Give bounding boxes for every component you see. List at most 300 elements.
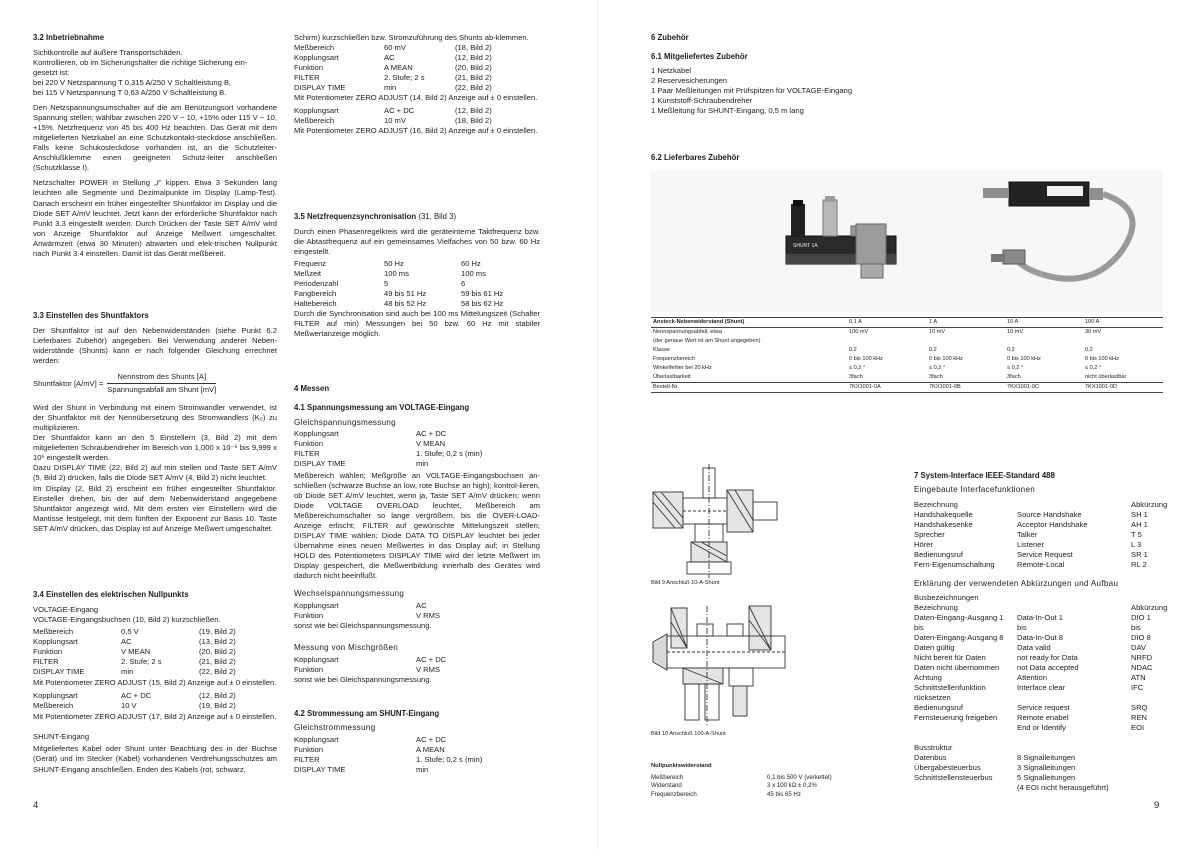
function-abbr: T 5 (1131, 530, 1142, 539)
bus-lines: (4 EOI nicht herausgeführt) (1017, 783, 1109, 793)
setting-value: min (416, 459, 429, 469)
bus-en: Data-In-Out 1 (1017, 612, 1064, 622)
bus-en: Data valid (1017, 642, 1051, 652)
section-title: 4 Messen (294, 384, 330, 393)
text-line: bei 220 V Netzspannung T 0,315 A/250 V Schaltleistung B, (33, 78, 232, 88)
setting-value: V MEAN (121, 647, 151, 657)
function-abbr: SR 1 (1131, 550, 1148, 560)
bus-de: rücksetzen (914, 692, 951, 702)
sync-value-50: 100 ms (384, 269, 409, 279)
setting-label: Funktion (294, 63, 324, 73)
section-title: 3.2 Inbetriebnahme (33, 33, 105, 42)
bus-de: Daten-Eingang-Ausgang 1 (914, 612, 1004, 622)
paragraph: Der Shuntfaktor ist auf den Nebenwiderständen (siehe Punkt 6.2 Lieferbares Zubehör) angegeben. Bei Verwendung anderer Neben-widerstände (Shunts) kann er nach folgender Gleichung errechnet werden: (33, 326, 277, 366)
table-cell: 7KX1001-0D (1083, 382, 1163, 392)
function-en: Remote-Local (1017, 560, 1065, 570)
list-item: 1 Kunststoff-Schraubendreher (651, 95, 753, 105)
column-header (1017, 500, 1131, 510)
measurement-settings (294, 601, 540, 621)
sync-value-50: 49 bis 51 Hz (384, 289, 427, 299)
setting-label: DISPLAY TIME (294, 83, 346, 93)
setting-label: Funktion (294, 611, 324, 621)
table-cell: ≤ 0,2 ° (1085, 364, 1102, 371)
function-de: Sprecher (914, 530, 945, 539)
section-title-text: 3.5 Netzfrequenzsynchronisation (294, 212, 417, 221)
table-cell: 100 A (1083, 318, 1163, 328)
setting-label: Kopplungsart (294, 53, 339, 63)
left-column (33, 0, 277, 849)
setting-label: Funktion (294, 439, 324, 449)
text-line: VOLTAGE-Eingangsbuchsen (10, Bild 2) kurzschließen. (33, 615, 221, 625)
subheading: SHUNT-Eingang (33, 732, 90, 742)
table-cell: nicht überlastbar (1083, 373, 1163, 382)
function-en: Source Handshake (1017, 509, 1082, 519)
table-row (651, 337, 1163, 346)
setting-label: Meßbereich (294, 43, 335, 53)
bus-abbr: DIO 1 (1131, 612, 1151, 622)
sync-label: Frequenz (294, 259, 327, 269)
setting-label: FILTER (294, 754, 320, 764)
bus-en (1017, 693, 1131, 703)
sync-label: Fangbereich (294, 289, 337, 299)
bus-lines: 8 Signalleitungen (1017, 752, 1076, 762)
page-number: 9 (1154, 800, 1160, 811)
paragraph: Mit Potentiometer ZERO ADJUST (15, Bild 2) Anzeige auf ± 0 einstellen. (33, 678, 277, 688)
setting-value: AC (121, 637, 132, 647)
table-cell: 0,2 (929, 346, 937, 353)
bus-type: Datenbus (914, 752, 947, 762)
setting-label: Funktion (294, 664, 324, 674)
middle-column (294, 0, 540, 849)
page-number: 4 (33, 800, 39, 811)
function-abbr: SH 1 (1131, 509, 1148, 519)
formula-fraction (107, 372, 216, 395)
setting-value: AC + DC (384, 106, 415, 116)
table-row (651, 318, 1163, 328)
setting-ref: (12, Bild 2) (455, 106, 492, 116)
bus-de (914, 723, 1017, 733)
spec-label: Widerstand (651, 782, 682, 790)
setting-label: FILTER (294, 73, 320, 83)
measurement-settings (294, 429, 540, 469)
paragraph: Mit Potentiometer ZERO ADJUST (16, Bild 2) Anzeige auf ± 0 einstellen. (294, 126, 538, 136)
table-cell: ≤ 0,2 ° (849, 364, 866, 371)
paragraph: Den Netzspannungsumschalter auf die am Benützungsort vorhandene Spannung stellen; wählbar zwischen 220 V − 10, +15% oder 115 V − 10, +15%. Netzfrequenz von 45 bis 400 Hz beachten. Das Gerät mit dem mitgelieferten Netzkabel an eine Schutzkontakt-steckdose anschließen. Falls keine Schukosteckdose vorhanden ist, an die Schutzleiter-Anschlußklemme einen geeigneten Schutz-leiter anschließen (Schutzklasse I). (33, 103, 277, 173)
table-row (651, 327, 1163, 336)
table-cell: Nennspannungsabfall, etwa (651, 327, 847, 336)
list-item: 1 Netzkabel (651, 65, 692, 75)
section-6 (651, 33, 1163, 116)
sync-value-60: 59 bis 61 Hz (461, 289, 504, 299)
spec-value: 3 x 100 kΩ ± 0,2% (767, 782, 817, 790)
text-line: gesetzt ist: (33, 68, 70, 78)
measurement-heading: Gleichstrommessung (294, 723, 376, 733)
intro-lines (33, 48, 277, 98)
paragraph: Dazu DISPLAY TIME (22, Bild 2) auf min stellen und Taste SET A/mV (5, Bild 2) drücken, falls die Diode SET A/mV (4, Bild 2) nicht leuchtet. (33, 463, 277, 483)
table-cell: 3fach (1005, 373, 1083, 382)
table-cell: Winkelfehler bei 20 kHz (653, 364, 712, 371)
table-cell: 3fach (927, 373, 1005, 382)
function-de: Hörer (914, 540, 933, 550)
shunt-label: SHUNT 1A (793, 243, 818, 249)
setting-label: DISPLAY TIME (294, 459, 346, 469)
setting-value: AC + DC (121, 691, 152, 701)
setting-value: AC + DC (416, 429, 447, 439)
setting-label: FILTER (33, 657, 59, 667)
bus-abbr: IFC (1131, 682, 1144, 692)
zero-resistor-title: Nullpunktswiderstand (651, 763, 712, 769)
setting-ref: (21, Bild 2) (455, 73, 492, 83)
bus-en: Remote enabel (1017, 712, 1069, 722)
figure-10-drawing (651, 604, 799, 728)
sync-value-60: 6 (461, 279, 466, 289)
table-cell: Klasse (653, 346, 670, 353)
paragraph: Der Shuntfaktor kann an den 5 Einstellern (3, Bild 2) mit dem mitgelieferten Schraubendreher im Bereich von 1,000 x 10⁻⁶ bis 9,999 x 10⁶ eingestellt werden. (33, 433, 277, 463)
setting-ref: (21, Bild 2) (199, 657, 236, 667)
bus-subheading: Busbezeichnungen (914, 592, 979, 602)
setting-value: AC (416, 601, 427, 611)
setting-value: min (121, 667, 134, 677)
setting-value: 60 mV (384, 43, 406, 53)
function-de: Handshakequelle (914, 509, 973, 519)
setting-value: V MEAN (416, 439, 446, 449)
setting-label: Meßbereich (294, 116, 335, 126)
function-abbr: L 3 (1131, 540, 1142, 550)
bus-abbr: DIO 8 (1131, 632, 1151, 642)
zero-resistor-block (651, 763, 832, 799)
bus-names-table (914, 602, 1168, 733)
sync-label: Periodenzahl (294, 279, 339, 289)
table-cell (847, 337, 927, 346)
function-de: Handshakesenke (914, 519, 973, 529)
paragraph: Mit Potentiometer ZERO ADJUST (14, Bild 2) Anzeige auf ± 0 einstellen. (294, 93, 538, 103)
function-en: Service Request (1017, 550, 1073, 560)
subheading: VOLTAGE-Eingang (33, 605, 99, 615)
formula-numerator: Nennstrom des Shunts [A] (107, 372, 216, 384)
setting-value: AC (384, 53, 395, 63)
subsection-title: 4.1 Spannungsmessung am VOLTAGE-Eingang (294, 403, 470, 413)
setting-label: DISPLAY TIME (33, 667, 85, 677)
bus-de: Daten nicht übernommen (914, 662, 1000, 672)
table-cell: 0,1 A (847, 318, 927, 328)
measurement-settings (294, 655, 540, 675)
column-header: Abkürzung (1131, 602, 1168, 612)
setting-value: 2. Stufe; 2 s (384, 73, 425, 83)
table-cell: Bestell-Nr. (651, 382, 847, 392)
measurement-settings (294, 735, 540, 775)
bus-de: Nicht bereit für Daten (914, 652, 986, 662)
subheading: Erklärung der verwendeten Abkürzungen und Aufbau (914, 579, 1119, 589)
table-cell: Überlastbarkeit (651, 373, 847, 382)
cell-text: Ansteck-Nebenwiderstand (Shunt) (653, 319, 745, 325)
sync-value-50: 5 (384, 279, 389, 289)
paragraph: Durch die Synchronisation sind auch bei 100 ms Mittelungszeit (Schalter FILTER auf min) Messungen bei 50 bzw. 60 Hz mit stabiler Meßwertanzeige möglich. (294, 309, 540, 339)
shunt-photo (651, 170, 1163, 312)
sync-value-50: 48 bis 52 Hz (384, 299, 427, 309)
bus-en: End or Identify (1017, 722, 1066, 732)
section-title (294, 212, 540, 222)
table-cell: 1 A (927, 318, 1005, 328)
setting-label: Kopplungsart (33, 637, 78, 647)
setting-value: A MEAN (416, 744, 445, 754)
sync-label: Haltebereich (294, 299, 337, 309)
shunt-photo-illustration (651, 170, 1163, 312)
bus-abbr: DAV (1131, 642, 1147, 652)
figure-10-caption: Bild 10 Anschluß 100-A-Shunt (651, 731, 726, 737)
column-header (1017, 603, 1131, 613)
section-title: 3.3 Einstellen des Shuntfaktors (33, 311, 149, 320)
setting-value: AC + DC (416, 654, 447, 664)
table-cell: 7KX1001-0C (1005, 382, 1083, 392)
setting-label: DISPLAY TIME (294, 764, 346, 774)
table-cell: 0 bis 100 kHz (1085, 355, 1119, 362)
bus-abbr: REN (1131, 712, 1148, 722)
measurement-heading: Gleichspannungsmessung (294, 417, 396, 427)
setting-label: Meßbereich (33, 701, 74, 711)
function-en: Listener (1017, 540, 1045, 550)
table-cell (927, 337, 1005, 346)
setting-value: 0,5 V (121, 627, 139, 637)
bus-abbr: NDAC (1131, 662, 1153, 672)
column-header: Abkürzung (1131, 499, 1168, 509)
setting-ref: (22, Bild 2) (455, 83, 492, 93)
note: sonst wie bei Gleichspannungsmessung. (294, 621, 432, 631)
setting-value: min (384, 83, 397, 93)
table-cell: 7KX1001-0A (847, 382, 927, 392)
figure-9-drawing (651, 462, 799, 580)
setting-label: Funktion (33, 647, 63, 657)
table-cell: (der genaue Wert ist am Shunt angegeben) (653, 337, 761, 344)
function-en: Talker (1017, 530, 1038, 539)
setting-label: Kopplungsart (294, 429, 339, 439)
setting-ref: (18, Bild 2) (455, 116, 492, 126)
table-cell (1005, 337, 1083, 346)
subsection-title: 6.1 Mitgeliefertes Zubehör (651, 52, 748, 62)
function-en: Acceptor Handshake (1017, 519, 1088, 529)
paragraph: Schirm) kurzschließen bzw. Stromzuführung des Shunts ab-klemmen. (294, 33, 529, 42)
bus-en: bis (1017, 622, 1027, 632)
spec-value: 0,1 bis 500 V (verkettet) (767, 773, 832, 781)
bus-en: Data-In-Out 8 (1017, 632, 1064, 642)
text-line: bei 115 V Netzspannung T 0,63 A/250 V Schaltleistung B. (33, 88, 227, 98)
section-3-3 (33, 311, 277, 534)
table-cell: 0,2 (849, 346, 857, 353)
sync-value-50: 50 Hz (384, 259, 404, 269)
bus-type: Übergabesteuerbus (914, 762, 981, 772)
setting-value: min (416, 764, 429, 774)
accessory-list (651, 66, 1163, 116)
spec-label: Frequenzbereich (651, 790, 697, 798)
table-cell (651, 318, 847, 328)
page-fold (597, 0, 598, 849)
setting-ref: (12, Bild 2) (199, 691, 236, 701)
bus-en: Service request (1017, 702, 1070, 712)
section-3-5 (294, 212, 540, 339)
section-title: 3.4 Einstellen des elektrischen Nullpunkts (33, 590, 189, 599)
bus-de: Achtung (914, 672, 942, 682)
setting-value: 1. Stufe; 0,2 s (min) (416, 754, 483, 764)
bus-en: not Data accepted (1017, 662, 1079, 672)
list-item: 1 Paar Meßleitungen mit Prüfspitzen für VOLTAGE-Eingang (651, 85, 853, 95)
setting-label: Funktion (294, 744, 324, 754)
bus-abbr (1131, 693, 1167, 703)
figure-9-caption: Bild 9 Anschluß 10-A-Shunt (651, 580, 720, 586)
table-cell: ≤ 0,2 ° (1007, 364, 1024, 371)
paragraph: Mitgeliefertes Kabel oder Shunt unter Beachtung des in der Buchse (Gerät) und im Stecker (Kabel) vorhandenen Verdrehungsschutzes am SHUNT-Eingang anschließen. Enden des Kabels (rot, schwarz, (33, 744, 277, 774)
function-abbr: RL 2 (1131, 560, 1147, 570)
interface-functions-table (914, 499, 1168, 570)
setting-label: Meßbereich (33, 627, 74, 637)
formula-lhs: Shuntfaktor [A/mV] = (33, 378, 104, 388)
settings-table (33, 627, 277, 677)
section-title-ref: (31, Bild 3) (416, 212, 457, 221)
setting-value: AC + DC (416, 734, 447, 744)
table-cell: 3fach (847, 373, 927, 382)
table-cell: 30 mV (1083, 327, 1163, 336)
text-line: Sichtkontrolle auf äußere Transportschäden. (33, 48, 183, 58)
accessory-table (651, 317, 1163, 393)
bus-de: Schnittstellenfunktion (914, 682, 986, 692)
section-7 (914, 471, 1168, 793)
bus-en: not ready for Data (1017, 652, 1078, 662)
table-cell: 10 mV (1005, 327, 1083, 336)
section-4 (294, 384, 540, 775)
subsection-title: 6.2 Lieferbares Zubehör (651, 153, 740, 162)
column-header: Bezeichnung (914, 602, 958, 612)
sync-label: Meßzeit (294, 269, 322, 279)
setting-label: Kopplungsart (294, 734, 339, 744)
sync-value-60: 100 ms (461, 269, 486, 279)
settings-table (294, 106, 540, 126)
accessory-specs-table (651, 317, 1163, 393)
shunt-zero-continued (294, 33, 540, 136)
column-header: Bezeichnung (914, 499, 958, 509)
table-cell: 100 mV (847, 327, 927, 336)
right-page (651, 0, 1168, 849)
subsection-title: 4.2 Strommessung am SHUNT-Eingang (294, 708, 440, 718)
table-row (651, 346, 1163, 355)
paragraph: Wird der Shunt in Verbindung mit einem Stromwandler verwendet, ist der Shuntfaktor mit der Nennübersetzung des Stromwandlers (K₀) zu multiplizieren. (33, 403, 277, 433)
list-item: 2 Reservesicherungen (651, 75, 727, 85)
subheading: Eingebaute Interfacefunktionen (914, 485, 1036, 495)
function-abbr: AH 1 (1131, 519, 1148, 529)
table-cell (1083, 337, 1163, 346)
bus-de: Daten gültig (914, 642, 955, 652)
table-cell: 10 mV (927, 327, 1005, 336)
setting-ref: (19, Bild 2) (199, 627, 236, 637)
table-cell: 0 bis 100 kHz (1007, 355, 1041, 362)
setting-ref: (22, Bild 2) (199, 667, 236, 677)
table-cell: 7KX1001-0B (927, 382, 1005, 392)
sync-table (294, 259, 540, 309)
bus-structure-title: Busstruktur (914, 742, 953, 752)
bus-lines: 5 Signalleitungen (1017, 773, 1076, 782)
setting-value: 10 V (121, 701, 137, 711)
setting-ref: (13, Bild 2) (199, 637, 236, 647)
setting-value: V RMS (416, 664, 441, 674)
note: sonst wie bei Gleichspannungsmessung. (294, 674, 432, 684)
bus-abbr: ATN (1131, 672, 1146, 682)
table-cell: 0,2 (1007, 346, 1015, 353)
bus-en: Interface clear (1017, 682, 1066, 692)
table-cell: Frequenzbereich (653, 355, 695, 362)
setting-ref: (19, Bild 2) (199, 701, 236, 711)
section-6-2-title (651, 153, 1163, 168)
bus-abbr: SRQ (1131, 702, 1148, 712)
bus-abbr: EOI (1131, 722, 1145, 732)
zero-resistor-table (651, 773, 832, 800)
settings-table (294, 43, 540, 93)
section-title: 6 Zubehör (651, 33, 689, 42)
setting-value: 1. Stufe; 0,2 s (min) (416, 449, 483, 459)
bus-de: Daten-Eingang-Ausgang 8 (914, 632, 1004, 642)
setting-value: 2. Stufe; 2 s (121, 657, 162, 667)
settings-table (33, 691, 277, 711)
paragraph: Netzschalter POWER in Stellung „I" kippen. Etwa 3 Sekunden lang leuchten alle Segmente und Dezimalpunkte im Display (Lamp-Test). Danach erscheint ein früher eingestellter Shuntfaktor im Display und die Diode SET A/mV leuchtet. Jetzt kann der erforderliche Shuntfaktor nach Punkt 3.3 eingestellt werden. Durch Drücken der Taste SET A/mV wird von Anzeige Shuntfaktor auf Anzeige Meßwert umgeschaltet. Anwärmzeit (etwa 30 Minuten) abwarten und elek-trischen Nullpunkt nach Punkt 3.4 einstellen. Damit ist das Gerät meßbereit. (33, 178, 277, 258)
setting-label: Kopplungsart (294, 654, 339, 664)
setting-ref: (12, Bild 2) (455, 53, 492, 63)
table-row (651, 382, 1163, 392)
paragraph: Durch einen Phasenregelkreis wird die geräteinterne Taktfrequenz bzw. die Abtastfrequenz auf ein gemeinsames Vielfaches von 50 bzw. 60 Hz eingestellt. (294, 227, 540, 257)
table-row (651, 364, 1163, 373)
bus-de: Bedienungsruf (914, 702, 963, 712)
bus-abbr: bis (1131, 622, 1141, 632)
table-cell: 0 bis 100 kHz (849, 355, 883, 362)
bus-type: Schnittstellensteuerbus (914, 773, 993, 782)
paragraph: Meßbereich wählen; Meßgröße an VOLTAGE-Eingangsbuchsen an-schließen (schwarze Buchse an low, rote Buchse an high); kontrol-lieren, ob Diode SET A/mV leuchtet, wenn ja, Taste SET A/mV drücken; wenn Diode VOLTAGE OVERLOAD leuchtet, Meßbereich am Meßbereichumschalter so lange vergrößern, bis die OVER-LOAD-Anzeige erlischt; FILTER auf gewünschte Mittelungszeit stellen; DISPLAY TIME wählen; Diode DATA TO DISPLAY leuchtet bei jeder Übernahme eines neuen Meßwertes in das Display auf; in Stellung HOLD des Potentiometers DISPLAY TIME wird der letzte Meßwert im Display gespeichert, die Meßwertbildung innerhalb des Gerätes wird dadurch nicht beeinflußt. (294, 471, 540, 581)
setting-label: Kopplungsart (294, 601, 339, 611)
sync-value-60: 58 bis 62 Hz (461, 299, 504, 309)
bus-de: bis (914, 622, 924, 632)
setting-ref: (20, Bild 2) (455, 63, 492, 73)
setting-value: V RMS (416, 611, 441, 621)
table-cell: ≤ 0,2 ° (929, 364, 946, 371)
table-cell: 0,2 (1085, 346, 1093, 353)
paragraph: Mit Potentiometer ZERO ADJUST (17, Bild 2) Anzeige auf ± 0 einstellen. (33, 712, 277, 722)
bus-abbr: NRFD (1131, 652, 1153, 662)
setting-value: A MEAN (384, 63, 413, 73)
section-title: 7 System-Interface IEEE-Standard 488 (914, 471, 1055, 480)
function-de: Bedienungsruf (914, 550, 963, 560)
measurement-heading: Wechselspannungsmessung (294, 589, 405, 599)
spec-value: 45 bis 65 Hz (767, 790, 801, 798)
table-cell: 0 bis 100 kHz (929, 355, 963, 362)
setting-label: FILTER (294, 449, 320, 459)
bus-structure-table (914, 753, 1163, 793)
paragraph: Im Display (2, Bild 2) erscheint ein früher eingestellter Shuntfaktor. Einsteller drehen, bis der auf dem Nebenwiderstand angegebene Shuntfaktor angezeigt wird. Mit dem ersten vier Einstellern wird die Mantisse festgelegt, mit dem fünften der Exponent zur Basis 10. Taste SET A/mV drücken, das Display ist auf Anzeige Meßwert umgeschaltet. (33, 483, 277, 533)
formula-denominator: Spannungsabfall am Shunt [mV] (107, 385, 217, 395)
section-3-4 (33, 590, 277, 775)
shunt-formula (33, 372, 277, 395)
bus-de: Fernsteuerung freigeben (914, 712, 998, 722)
list-item: 1 Meßleitung für SHUNT-Eingang, 0,5 m lang (651, 105, 804, 115)
spec-label: Meßbereich (651, 773, 684, 781)
function-de: Fern-Eigenumschaltung (914, 560, 995, 570)
setting-label: Kopplungsart (33, 691, 78, 701)
bus-type (914, 783, 1017, 793)
setting-value: 10 mV (384, 116, 406, 126)
setting-ref: (18, Bild 2) (455, 43, 492, 53)
table-cell: 10 A (1005, 318, 1083, 328)
setting-label: Kopplungsart (294, 106, 339, 116)
sync-value-60: 60 Hz (461, 259, 481, 269)
bus-en: Attention (1017, 672, 1047, 682)
setting-ref: (20, Bild 2) (199, 647, 236, 657)
section-3-2 (33, 33, 277, 259)
measurement-heading: Messung von Mischgrößen (294, 643, 399, 653)
bus-lines: 3 Signalleitungen (1017, 762, 1076, 772)
table-row (651, 355, 1163, 364)
